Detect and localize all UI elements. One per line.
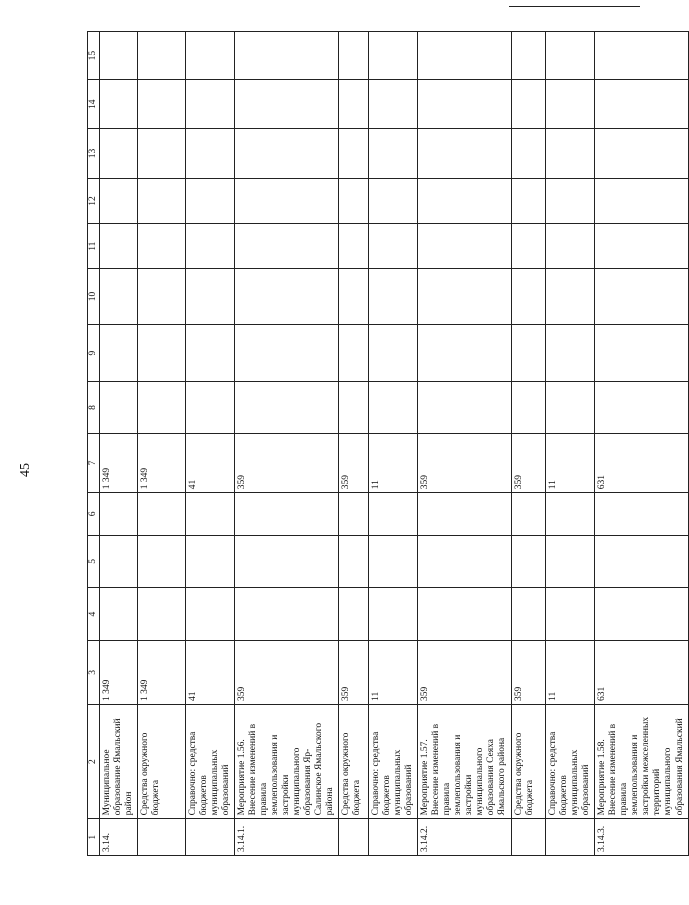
table-cell [339, 178, 369, 224]
table-cell: 1 349 [100, 433, 138, 493]
column-header: 1 [88, 819, 100, 856]
table-cell [186, 535, 235, 588]
column-header: 2 [88, 704, 100, 818]
table-cell [418, 493, 512, 535]
table-cell: 41 [186, 640, 235, 704]
table-cell: Средства окружного бюджета [339, 704, 369, 818]
table-cell [512, 32, 546, 80]
table-cell [546, 493, 595, 535]
table-cell [595, 493, 688, 535]
table-cell [512, 819, 546, 856]
table-cell [339, 493, 369, 535]
table-cell [138, 493, 186, 535]
table-cell [546, 129, 595, 178]
table-cell [595, 268, 688, 324]
table-header-row [88, 32, 100, 856]
table-cell: 359 [512, 640, 546, 704]
table-row [512, 32, 546, 856]
column-header: 7 [88, 433, 100, 493]
table-wrapper [87, 31, 685, 856]
table-cell [369, 588, 418, 641]
table-cell [418, 382, 512, 434]
table-cell [100, 80, 138, 129]
table-cell [235, 129, 339, 178]
table-cell [512, 325, 546, 382]
table-cell [186, 382, 235, 434]
table-row [186, 32, 235, 856]
table-cell [546, 819, 595, 856]
table-cell [546, 325, 595, 382]
table-cell: 41 [186, 433, 235, 493]
table-cell: Справочно: средства бюджетов муниципальных образований [369, 704, 418, 818]
table-cell [418, 178, 512, 224]
column-header: 10 [88, 268, 100, 324]
table-cell [100, 224, 138, 269]
column-header: 13 [88, 129, 100, 178]
table-cell [235, 178, 339, 224]
table-cell [339, 32, 369, 80]
table-cell [418, 224, 512, 269]
table-cell [339, 325, 369, 382]
page-number-text: 45 [18, 463, 33, 477]
table-cell: Мероприятие 1.56. Внесение изменений в правила землепользования и застройки муниципального образования Яр-Салинское Ямальского района [235, 704, 339, 818]
table-cell: Справочно: средства бюджетов муниципальных образований [546, 704, 595, 818]
table-cell [595, 325, 688, 382]
table-cell [235, 535, 339, 588]
table-cell [369, 535, 418, 588]
table-cell [595, 224, 688, 269]
table-cell [512, 268, 546, 324]
table-cell [100, 493, 138, 535]
table-cell [546, 224, 595, 269]
column-header: 6 [88, 493, 100, 535]
table-cell: 1 349 [100, 640, 138, 704]
table-cell [595, 382, 688, 434]
table-cell [512, 588, 546, 641]
table-cell [369, 382, 418, 434]
table-cell [100, 32, 138, 80]
table-row [418, 32, 512, 856]
table-cell: 3.14.3. [595, 819, 688, 856]
table-cell [186, 325, 235, 382]
table-cell [235, 325, 339, 382]
table-cell: 631 [595, 640, 688, 704]
table-cell: Справочно: средства бюджетов муниципальных образований [186, 704, 235, 818]
table-cell [369, 80, 418, 129]
table-cell [186, 178, 235, 224]
table-cell [369, 129, 418, 178]
table-cell: 359 [235, 640, 339, 704]
table-cell: 359 [339, 433, 369, 493]
table-cell [418, 32, 512, 80]
table-cell [512, 535, 546, 588]
table-cell [186, 819, 235, 856]
table-cell [512, 382, 546, 434]
table-cell: 3.14.2. [418, 819, 512, 856]
table-row [369, 32, 418, 856]
table-cell [546, 382, 595, 434]
table-cell [186, 80, 235, 129]
table-cell: 11 [369, 640, 418, 704]
table-cell [546, 268, 595, 324]
table-cell [100, 588, 138, 641]
table-cell [186, 268, 235, 324]
table-cell: Средства окружного бюджета [138, 704, 186, 818]
table-cell [138, 224, 186, 269]
table-cell: 1 349 [138, 433, 186, 493]
table-row [595, 32, 688, 856]
table-cell [339, 224, 369, 269]
table-cell [595, 129, 688, 178]
table-cell [369, 224, 418, 269]
table-cell [418, 588, 512, 641]
table-cell: 359 [418, 640, 512, 704]
top-rule [509, 6, 640, 7]
table-cell [138, 819, 186, 856]
table-cell: Мероприятие 1.58. Внесение изменений в правила землепользования и застройки межселенных территорий муниципального образования Ямальский [595, 704, 688, 818]
table-row [339, 32, 369, 856]
table-cell [235, 268, 339, 324]
table-cell [235, 32, 339, 80]
table-cell [100, 178, 138, 224]
table-cell: Средства окружного бюджета [512, 704, 546, 818]
table-cell: 359 [512, 433, 546, 493]
table-cell [138, 535, 186, 588]
table-cell [186, 32, 235, 80]
table-cell [595, 535, 688, 588]
table-cell [595, 588, 688, 641]
column-header: 9 [88, 325, 100, 382]
table-cell [546, 178, 595, 224]
table-cell [512, 493, 546, 535]
table-cell: 631 [595, 433, 688, 493]
table-cell [595, 32, 688, 80]
table-cell [138, 325, 186, 382]
column-header: 15 [88, 32, 100, 80]
table-cell [512, 224, 546, 269]
table-cell [339, 382, 369, 434]
table-cell [369, 32, 418, 80]
table-cell [235, 588, 339, 641]
table-cell [418, 268, 512, 324]
table-cell [546, 588, 595, 641]
table-cell [100, 535, 138, 588]
table-cell: 359 [235, 433, 339, 493]
table-cell [339, 588, 369, 641]
table-row [546, 32, 595, 856]
table-cell [369, 819, 418, 856]
table-cell [138, 588, 186, 641]
table-cell: Муниципальное образование Ямальский район [100, 704, 138, 818]
table-cell [100, 268, 138, 324]
table-cell [546, 535, 595, 588]
table-cell [595, 178, 688, 224]
table-cell: 3.14. [100, 819, 138, 856]
table-cell [512, 178, 546, 224]
table-cell [235, 80, 339, 129]
table-cell [138, 268, 186, 324]
table-cell [186, 129, 235, 178]
table-row [138, 32, 186, 856]
table-cell [138, 80, 186, 129]
column-header: 5 [88, 535, 100, 588]
table-cell: 3.14.1. [235, 819, 339, 856]
table-row [100, 32, 138, 856]
table-cell [339, 268, 369, 324]
column-header: 3 [88, 640, 100, 704]
column-header: 11 [88, 224, 100, 269]
table-row [235, 32, 339, 856]
table-cell [546, 32, 595, 80]
table-cell: 11 [369, 433, 418, 493]
table-cell [595, 80, 688, 129]
table-cell [512, 129, 546, 178]
table-cell: Мероприятие 1.57. Внесение изменений в правила землепользования и застройки муниципального образования Сеяха Ямальского района [418, 704, 512, 818]
table-cell [235, 493, 339, 535]
table-cell: 359 [418, 433, 512, 493]
table-cell [100, 325, 138, 382]
table-cell [186, 224, 235, 269]
budget-table [87, 31, 689, 856]
table-cell [418, 129, 512, 178]
table-cell: 359 [339, 640, 369, 704]
page-number [18, 456, 40, 477]
table-cell [100, 129, 138, 178]
table-cell [512, 80, 546, 129]
table-cell [235, 382, 339, 434]
table-cell [369, 268, 418, 324]
table-cell [369, 493, 418, 535]
table-cell: 11 [546, 433, 595, 493]
table-cell: 11 [546, 640, 595, 704]
table-cell [339, 535, 369, 588]
table-cell [369, 178, 418, 224]
table-cell [339, 819, 369, 856]
table-cell [546, 80, 595, 129]
table-cell: 1 349 [138, 640, 186, 704]
table-cell [186, 493, 235, 535]
table-cell [138, 32, 186, 80]
table-cell [138, 129, 186, 178]
table-cell [369, 325, 418, 382]
table-cell [339, 80, 369, 129]
table-cell [418, 535, 512, 588]
table-cell [186, 588, 235, 641]
column-header: 8 [88, 382, 100, 434]
table-cell [418, 80, 512, 129]
table-cell [138, 382, 186, 434]
table-cell [418, 325, 512, 382]
column-header: 14 [88, 80, 100, 129]
table-cell [235, 224, 339, 269]
table-cell [339, 129, 369, 178]
table-cell [138, 178, 186, 224]
table-cell [100, 382, 138, 434]
column-header: 4 [88, 588, 100, 641]
column-header: 12 [88, 178, 100, 224]
